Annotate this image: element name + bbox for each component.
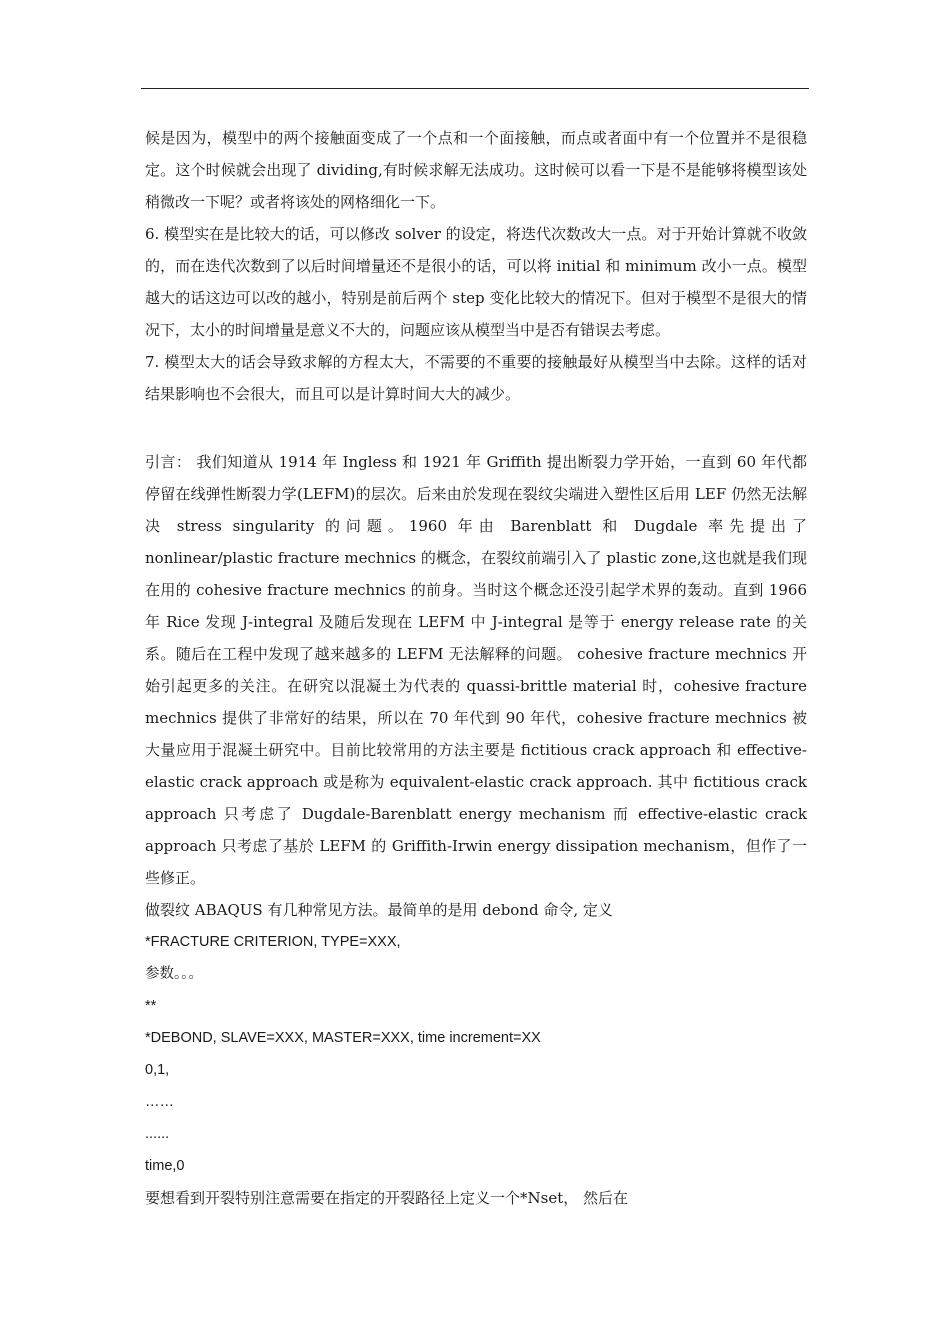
code-line: 参数。。。	[145, 966, 203, 982]
code-line: 0,1,	[145, 1062, 170, 1078]
paragraph-intro: 引言： 我们知道从 1914 年 Ingless 和 1921 年 Griffith 提出断裂力学开始，一直到 60 年代都停留在线弹性断裂力学(LEFM)的层次。后来由於发现在裂纹尖端进入塑性区后用 LEF 仍然无法解决 stress singularity 的问题。1960 年由 Barenblatt 和 Dugdale 率先提出了 nonlinear/plastic fracture mechnics 的概念，在裂纹前端引入了 plastic zone,这也就是我们现在用的 cohesive fracture mechnics 的前身。当时这个概念还没引起学术界的轰动。直到 1966 年 Rice 发现 J-integral 及随后发现在 LEFM 中 J-integral 是等于 energy release rate 的关系。随后在工程中发现了越来越多的 LEFM 无法解释的问题。 cohesive fracture mechnics 开始引起更多的关注。在研究以混凝土为代表的 quassi-brittle material 时，cohesive fracture mechnics 提供了非常好的结果，所以在 70 年代到 90 年代，cohesive fracture mechnics 被大量应用于混凝土研究中。目前比较常用的方法主要是 fictitious crack approach 和 effective-elastic crack approach 或是称为 equivalent-elastic crack approach. 其中 fictitious crack approach 只考虑了 Dugdale-Barenblatt energy mechanism 而 effective-elastic crack approach 只考虑了基於 LEFM 的 Griffith-Irwin energy dissipation mechanism，但作了一些修正。	[145, 453, 807, 887]
paragraph-abaqus-methods: 做裂纹 ABAQUS 有几种常见方法。最简单的是用 debond 命令, 定义	[145, 901, 613, 919]
code-line: time,0	[145, 1158, 185, 1174]
code-line: ......	[145, 1126, 170, 1142]
code-line: *FRACTURE CRITERION, TYPE=XXX,	[145, 934, 401, 950]
code-block	[145, 926, 807, 1182]
header-rule	[141, 88, 809, 89]
paragraph-tip-7: 7. 模型太大的话会导致求解的方程太大，不需要的不重要的接触最好从模型当中去除。这样的话对结果影响也不会很大，而且可以是计算时间大大的减少。	[145, 353, 807, 403]
code-line: **	[145, 998, 157, 1014]
document-body	[145, 122, 807, 1214]
section-gap	[145, 410, 807, 446]
code-line: ……	[145, 1094, 174, 1110]
paragraph-continuation: 候是因为，模型中的两个接触面变成了一个点和一个面接触，而点或者面中有一个位置并不是很稳定。这个时候就会出现了 dividing,有时候求解无法成功。这时候可以看一下是不是能够将模型该处稍微改一下呢？或者将该处的网格细化一下。	[145, 129, 807, 211]
paragraph-last-line: 要想看到开裂特别注意需要在指定的开裂路径上定义一个*Nset， 然后在	[145, 1189, 628, 1207]
code-line: *DEBOND, SLAVE=XXX, MASTER=XXX, time increment=XX	[145, 1030, 541, 1046]
paragraph-tip-6: 6. 模型实在是比较大的话，可以修改 solver 的设定，将迭代次数改大一点。对于开始计算就不收敛的，而在迭代次数到了以后时间增量还不是很小的话，可以将 initial 和 minimum 改小一点。模型越大的话这边可以改的越小，特别是前后两个 step 变化比较大的情况下。但对于模型不是很大的情况下，太小的时间增量是意义不大的，问题应该从模型当中是否有错误去考虑。	[145, 225, 807, 339]
